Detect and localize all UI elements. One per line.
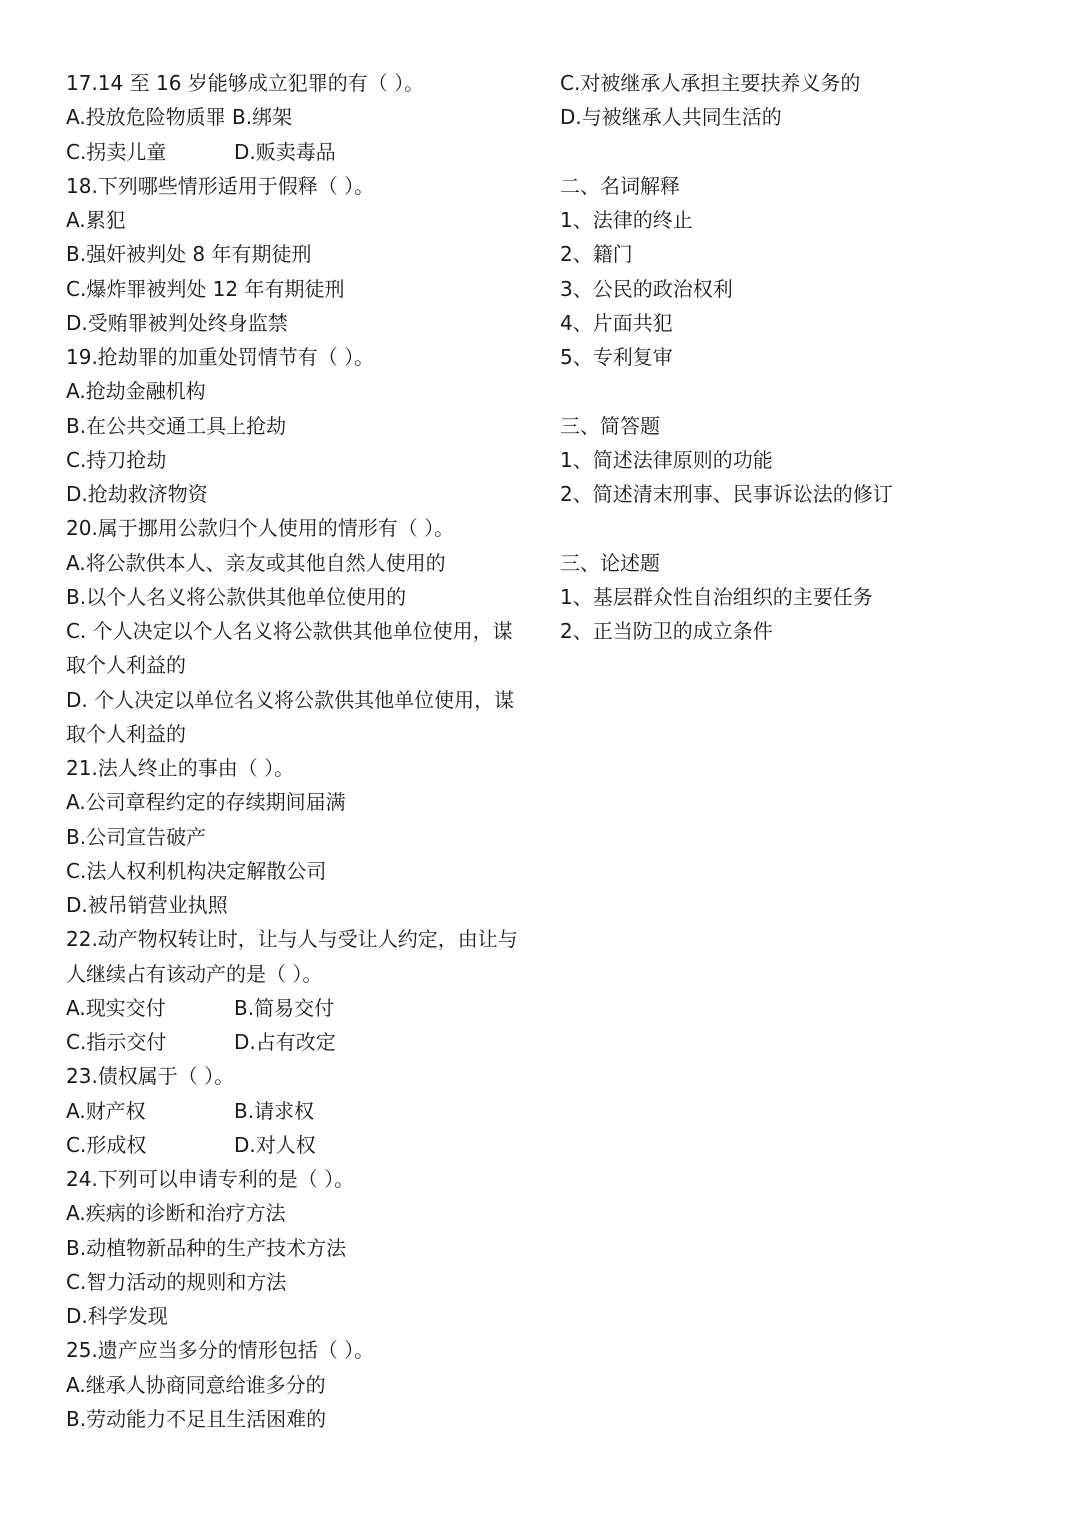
question-22-option-d: D.占有改定 xyxy=(234,1030,336,1054)
question-25-option-b: B.劳动能力不足且生活困难的 xyxy=(66,1406,327,1431)
question-18-option-b: B.强奸被判处 8 年有期徒刑 xyxy=(66,242,312,267)
left-column xyxy=(66,66,536,1436)
question-23-option-c: C.形成权 xyxy=(66,1132,147,1157)
question-20-option-b: B.以个人名义将公款供其他单位使用的 xyxy=(66,584,407,609)
question-19-option-d: D.抢劫救济物资 xyxy=(66,482,208,506)
question-17-stem: 17.14 至 16 岁能够成立犯罪的有（ ）。 xyxy=(66,71,425,95)
question-21-option-b: B.公司宣告破产 xyxy=(66,824,207,849)
term-item: 4、片面共犯 xyxy=(560,310,673,335)
question-22-stem-line1: 22.动产物权转让时，让与人与受让人约定，由让与 xyxy=(66,927,518,952)
question-18-option-c: C.爆炸罪被判处 12 年有期徒刑 xyxy=(66,276,345,301)
question-25-option-d: D.与被继承人共同生活的 xyxy=(560,105,782,130)
question-24-option-a: A.疾病的诊断和治疗方法 xyxy=(66,1201,286,1226)
question-23-stem: 23.债权属于（ ）。 xyxy=(66,1064,235,1089)
question-22-option-b: B.简易交付 xyxy=(234,995,335,1020)
question-19-stem: 19.抢劫罪的加重处罚情节有（ ）。 xyxy=(66,345,375,369)
question-20-option-d-line2: 取个人利益的 xyxy=(66,721,186,746)
question-21-stem: 21.法人终止的事由（ ）。 xyxy=(66,756,295,780)
question-18-option-d: D.受贿罪被判处终身监禁 xyxy=(66,310,288,335)
question-17-option-c: C.拐卖儿童 xyxy=(66,139,167,164)
essay-item: 1、基层群众性自治组织的主要任务 xyxy=(560,584,873,609)
question-21-option-d: D.被吊销营业执照 xyxy=(66,893,228,917)
spacer xyxy=(560,135,1030,169)
question-25-stem: 25.遗产应当多分的情形包括（ ）。 xyxy=(66,1338,375,1363)
section-heading-short-answer: 三、简答题 xyxy=(560,413,660,438)
question-23-option-a: A.财产权 xyxy=(66,1098,146,1123)
question-19-option-b: B.在公共交通工具上抢劫 xyxy=(66,413,287,438)
spacer xyxy=(560,511,1030,545)
question-22-option-c: C.指示交付 xyxy=(66,1030,167,1054)
term-item: 3、公民的政治权利 xyxy=(560,276,733,301)
section-heading-essay: 三、论述题 xyxy=(560,550,660,575)
question-20-option-c-line1: C. 个人决定以个人名义将公款供其他单位使用，谋 xyxy=(66,619,513,643)
question-20-option-a: A.将公款供本人、亲友或其他自然人使用的 xyxy=(66,550,446,575)
question-21-option-a: A.公司章程约定的存续期间届满 xyxy=(66,790,346,815)
question-25-option-c: C.对被继承人承担主要扶养义务的 xyxy=(560,71,861,95)
question-22-option-a: A.现实交付 xyxy=(66,995,166,1020)
question-24-option-d: D.科学发现 xyxy=(66,1304,168,1328)
question-25-option-a: A.继承人协商同意给谁多分的 xyxy=(66,1372,326,1397)
question-24-option-b: B.动植物新品种的生产技术方法 xyxy=(66,1235,347,1260)
question-18-stem: 18.下列哪些情形适用于假释（ ）。 xyxy=(66,173,375,198)
question-18-option-a: A.累犯 xyxy=(66,208,126,232)
section-heading-terms: 二、名词解释 xyxy=(560,173,680,198)
term-item: 2、籍门 xyxy=(560,242,633,267)
question-22-stem-line2: 人继续占有该动产的是（ ）。 xyxy=(66,961,323,986)
question-24-option-c: C.智力活动的规则和方法 xyxy=(66,1269,287,1294)
question-23-options-ab xyxy=(66,1094,536,1128)
question-19-option-a: A.抢劫金融机构 xyxy=(66,379,206,404)
question-23-option-d: D.对人权 xyxy=(234,1132,316,1157)
question-20-option-d-line1: D. 个人决定以单位名义将公款供其他单位使用，谋 xyxy=(66,687,515,712)
question-24-stem: 24.下列可以申请专利的是（ ）。 xyxy=(66,1167,355,1191)
essay-item: 2、正当防卫的成立条件 xyxy=(560,619,773,643)
question-17-options-cd xyxy=(66,135,536,169)
question-20-stem: 20.属于挪用公款归个人使用的情形有（ ）。 xyxy=(66,516,455,541)
question-17-option-d: D.贩卖毒品 xyxy=(234,139,336,164)
right-column xyxy=(560,66,1030,648)
question-22-options-cd xyxy=(66,1025,536,1059)
question-19-option-c: C.持刀抢劫 xyxy=(66,447,167,472)
spacer xyxy=(560,374,1030,408)
question-17-options-ab: A.投放危险物质罪 B.绑架 xyxy=(66,105,293,130)
question-23-options-cd xyxy=(66,1128,536,1162)
question-23-option-b: B.请求权 xyxy=(234,1098,315,1123)
term-item: 5、专利复审 xyxy=(560,345,673,369)
question-21-option-c: C.法人权利机构决定解散公司 xyxy=(66,858,327,883)
question-22-options-ab xyxy=(66,991,536,1025)
term-item: 1、法律的终止 xyxy=(560,208,693,232)
short-answer-item: 2、简述清末刑事、民事诉讼法的修订 xyxy=(560,482,893,506)
short-answer-item: 1、简述法律原则的功能 xyxy=(560,447,773,472)
question-20-option-c-line2: 取个人利益的 xyxy=(66,653,186,678)
